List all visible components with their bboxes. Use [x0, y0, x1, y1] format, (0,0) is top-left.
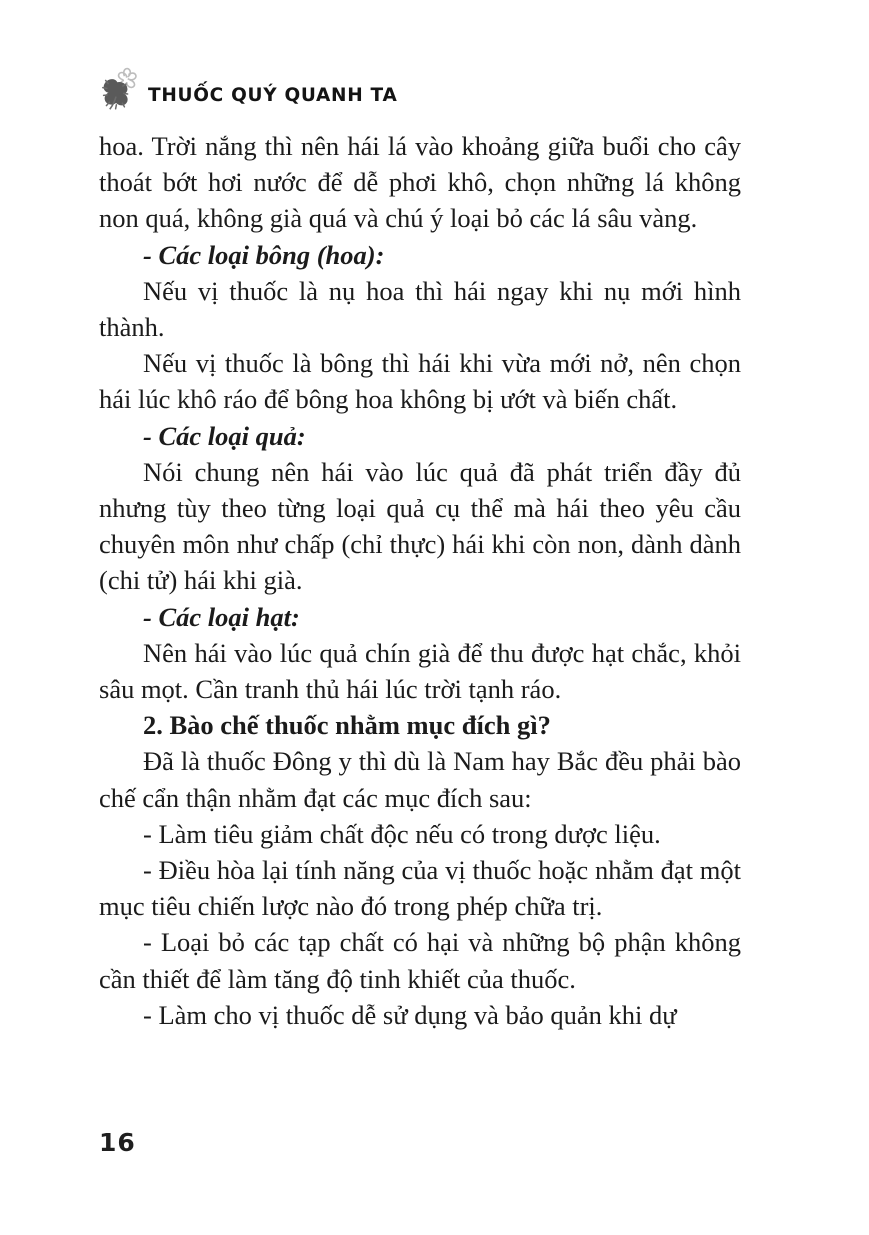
bullet-item-1: - Làm tiêu giảm chất độc nếu có trong dược liệu.	[143, 818, 661, 849]
section-heading-2: 2. Bào chế thuốc nhằm mục đích gì?	[143, 710, 551, 741]
page-number: 16	[99, 1128, 136, 1157]
paragraph-bong: Nếu vị thuốc là bông thì hái khi vừa mới nở, nên chọn hái lúc khô ráo để bông hoa không bị ướt và biến chất.	[99, 348, 741, 415]
paragraph-qua: Nói chung nên hái vào lúc quả đã phát triển đầy đủ nhưng tùy theo từng loại quả cụ thể mà hái theo yêu cầu chuyên môn như chấp (chỉ thực) hái khi còn non, dành dành (chi tử) hái khi già.	[99, 456, 741, 596]
running-head	[98, 62, 397, 114]
bullet-item-3: - Loại bỏ các tạp chất có hại và những bộ phận không cần thiết để làm tăng độ tinh khiết của thuốc.	[99, 927, 741, 994]
paragraph-hat: Nên hái vào lúc quả chín già để thu được hạt chắc, khỏi sâu mọt. Cần tranh thủ hái lúc trời tạnh ráo.	[99, 637, 741, 705]
body-text-column	[99, 128, 741, 1033]
paragraph-dong-y: Đã là thuốc Đông y thì dù là Nam hay Bắc đều phải bào chế cẩn thận nhằm đạt các mục đích sau:	[99, 746, 741, 813]
paragraph-continued: hoa. Trời nắng thì nên hái lá vào khoảng giữa buổi cho cây thoát bớt hơi nước để dễ phơi khô, chọn những lá không non quá, không già quá và chú ý loại bỏ các lá sâu vàng.	[99, 131, 741, 234]
clover-flower-icon	[98, 62, 146, 114]
subheading-cac-loai-qua: - Các loại quả:	[143, 420, 306, 451]
subheading-cac-loai-bong: - Các loại bông (hoa):	[143, 239, 385, 270]
subheading-cac-loai-hat: - Các loại hạt:	[143, 601, 300, 632]
bullet-item-4: - Làm cho vị thuốc dễ sử dụng và bảo quản khi dự	[143, 999, 677, 1030]
running-head-title: THUỐC QUÝ QUANH TA	[148, 84, 398, 106]
bullet-item-2: - Điều hòa lại tính năng của vị thuốc hoặc nhằm đạt một mục tiêu chiến lược nào đó trong phép chữa trị.	[99, 855, 741, 922]
paragraph-nu-hoa: Nếu vị thuốc là nụ hoa thì hái ngay khi nụ mới hình thành.	[99, 275, 741, 343]
